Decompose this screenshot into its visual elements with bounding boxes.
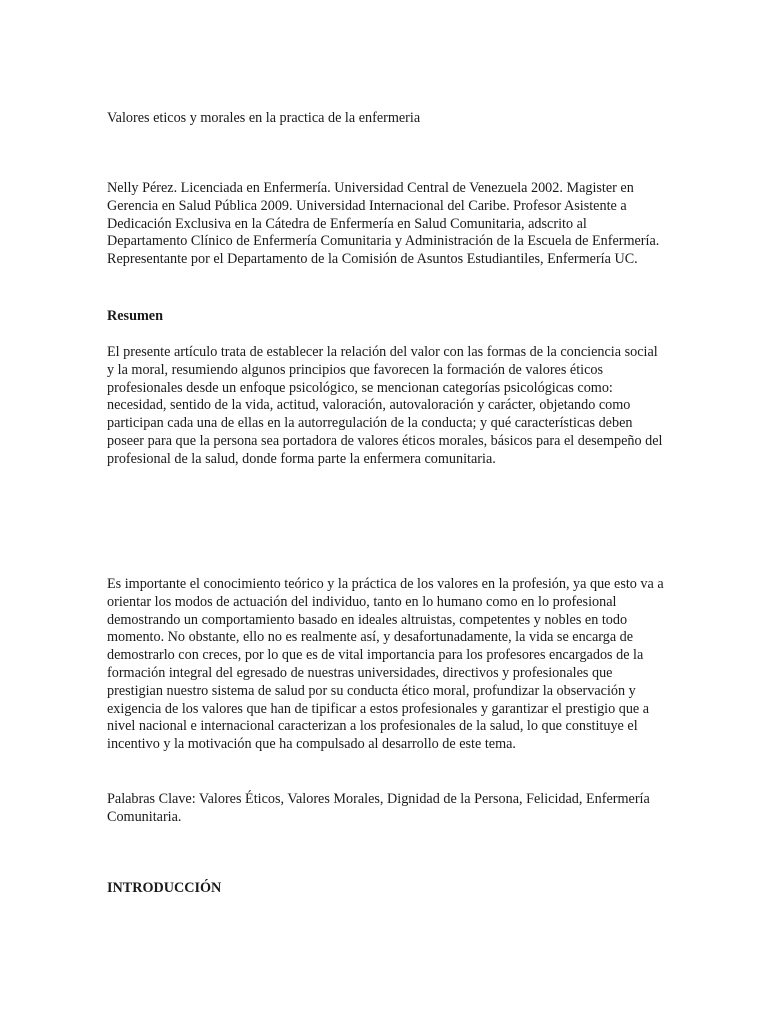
- resumen-heading: Resumen: [107, 308, 163, 324]
- document-title: Valores eticos y morales en la practica de la enfermeria: [107, 110, 421, 126]
- resumen-paragraph: El presente artículo trata de establecer la relación del valor con las formas de la conciencia social y la moral, resumiendo algunos principios que favorecen la formación de valores éticos profesionales desde un enfoque psicológico, se mencionan categorías psicológicas como: necesidad, sentido de la vida, actitud, valoración, autovaloración y carácter, objetando como participan cada una de ellas en la autorregulación de la conducta; y qué características deben poseer para que la persona sea portadora de valores éticos morales, básicos para el desempeño del profesional de la salud, donde forma parte la enfermera comunitaria.: [107, 344, 663, 467]
- introduccion-heading: INTRODUCCIÓN: [107, 880, 222, 896]
- body-paragraph: Es importante el conocimiento teórico y la práctica de los valores en la profesión, ya que esto va a orientar los modos de actuación del individuo, tanto en lo humano como en lo profesional demostrando un comportamiento basado en ideales altruistas, competentes y nobles en todo momento. No obstante, ello no es realmente así, y desafortunadamente, la vida se encarga de demostrarlo con creces, por lo que es de vital importancia para los profesores encargados de la formación integral del egresado de nuestras universidades, directivos y profesionales que prestigian nuestro sistema de salud por su conducta ético moral, profundizar la observación y exigencia de los valores que han de tipificar a estos profesionales y garantizar el prestigio que a nivel nacional e internacional caracterizan a los profesionales de la salud, lo que constituye el incentivo y la motivación que ha compulsado al desarrollo de este tema.: [107, 576, 664, 753]
- keywords-paragraph: Palabras Clave: Valores Éticos, Valores Morales, Dignidad de la Persona, Felicidad, Enfermería Comunitaria.: [107, 791, 650, 825]
- author-bio: Nelly Pérez. Licenciada en Enfermería. Universidad Central de Venezuela 2002. Magister en Gerencia en Salud Pública 2009. Universidad Internacional del Caribe. Profesor Asistente a Dedicación Exclusiva en la Cátedra de Enfermería en Salud Comunitaria, adscrito al Departamento Clínico de Enfermería Comunitaria y Administración de la Escuela de Enfermería. Representante por el Departamento de la Comisión de Asuntos Estudiantiles, Enfermería UC.: [107, 180, 660, 268]
